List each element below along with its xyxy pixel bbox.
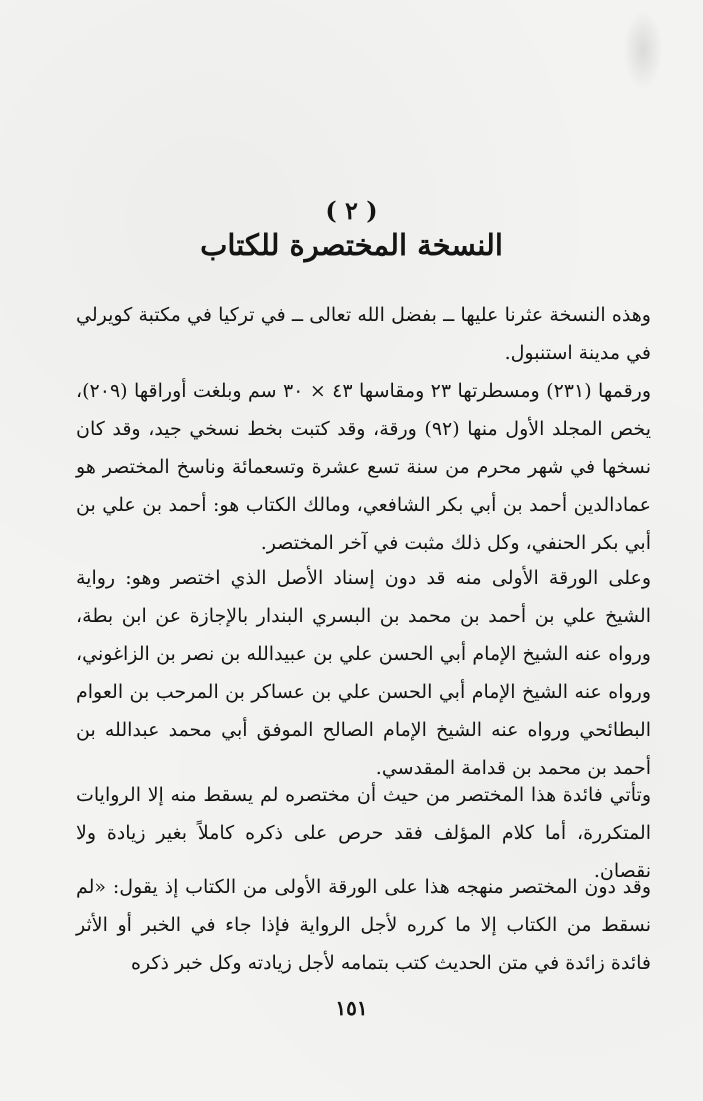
section-title: النسخة المختصرة للكتاب xyxy=(200,228,503,262)
paragraph-3: وعلى الورقة الأولى منه قد دون إسناد الأصل الذي اختصر وهو: رواية الشيخ علي بن أحمد بن محمد بن البسري البندار بالإجازة عن ابن بطة، ورواه عنه الشيخ الإمام أبي الحسن علي بن عبيدالله بن نصر بن الزاغوني، ورواه عنه الشيخ الإمام أبي الحسن علي بن عساكر بن المرحب بن العوام البطائحي ورواه عنه الشيخ الإمام الصالح الموفق أبي محمد عبدالله بن أحمد بن محمد بن قدامة المقدسي. xyxy=(76,567,651,779)
section-number: ( ٢ ) xyxy=(325,196,378,225)
scan-smudge xyxy=(623,10,663,90)
paragraph-4: وتأتي فائدة هذا المختصر من حيث أن مختصره لم يسقط منه إلا الروايات المتكررة، أما كلام المؤلف فقد حرص على ذكره كاملاً بغير زيادة ولا نقصان. xyxy=(76,784,651,882)
paragraph-1: وهذه النسخة عثرنا عليها ــ بفضل الله تعالى ــ في تركيا في مكتبة كويرلي في مدينة استنبول. xyxy=(76,304,651,364)
paragraph-2: ورقمها (٢٣١) ومسطرتها ٢٣ ومقاسها ٤٣ × ٣٠ سم وبلغت أوراقها (٢٠٩)، يخص المجلد الأول منها (٩٢) ورقة، وقد كتبت بخط نسخي جيد، وقد كان نسخها في شهر محرم من سنة تسع عشرة وتسعمائة وناسخ المختصر هو عمادالدين أحمد بن أبي بكر الشافعي، ومالك الكتاب هو: أحمد بن علي بن أبي بكر الحنفي، وكل ذلك مثبت في آخر المختصر. xyxy=(76,380,652,554)
paragraph-5: وقد دون المختصر منهجه هذا على الورقة الأولى من الكتاب إذ يقول: «لم نسقط من الكتاب إلا ما كرره لأجل الرواية فإذا جاء في الخبر أو الأثر فائدة زائدة في متن الحديث كتب بتمامه لأجل زيادته وكل خبر ذكره xyxy=(76,876,651,974)
page-number: ١٥١ xyxy=(335,996,368,1020)
